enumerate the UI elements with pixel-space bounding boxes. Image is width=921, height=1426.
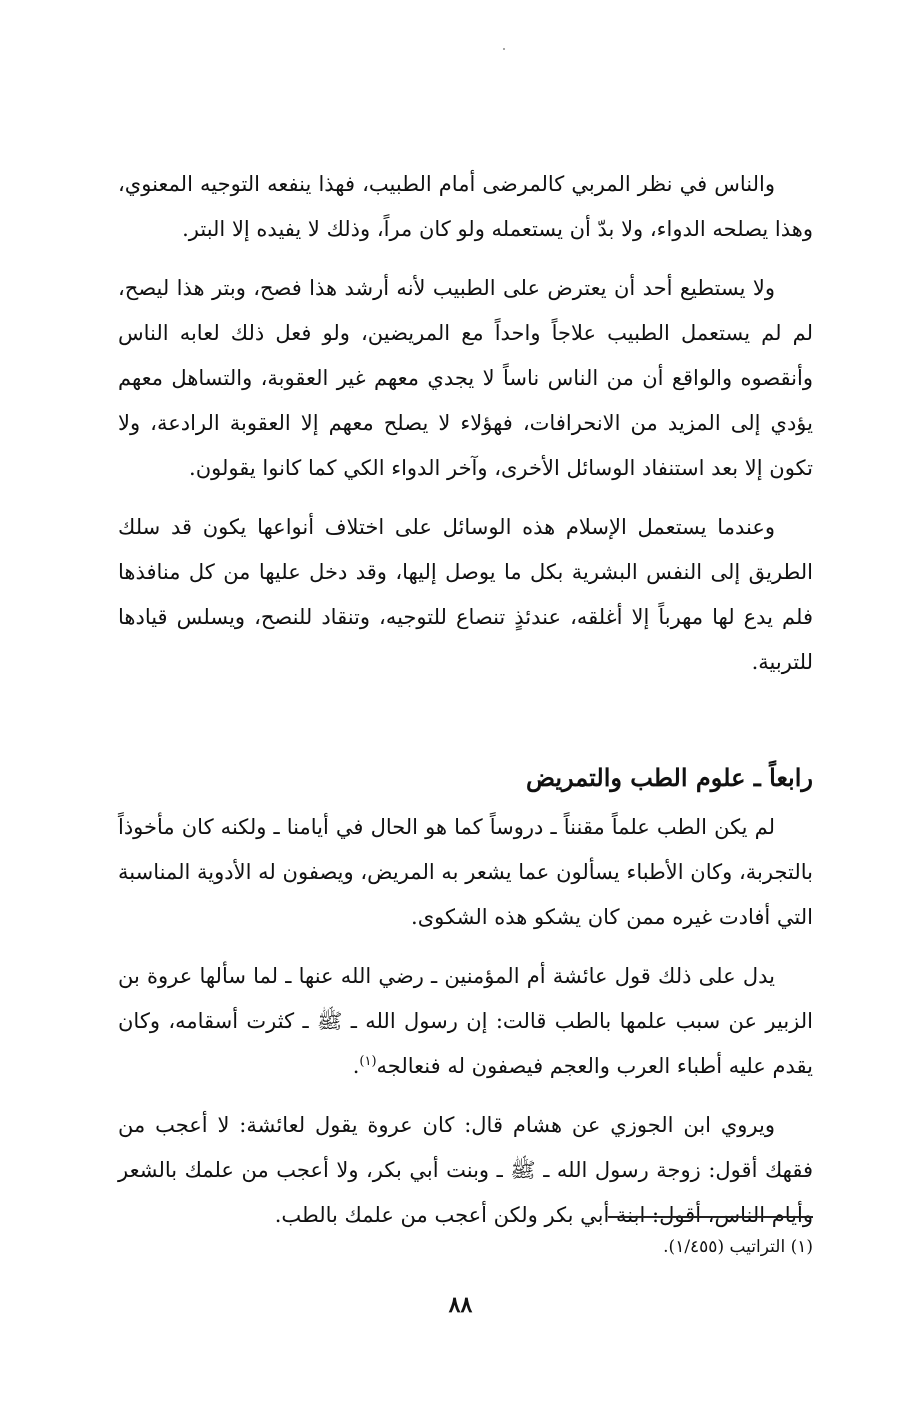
paragraph-5 xyxy=(118,954,813,1089)
paragraph-5-end: . xyxy=(352,1054,360,1078)
body-text-bottom xyxy=(118,805,813,1252)
body-text-top xyxy=(118,162,813,699)
paragraph-1: والناس في نظر المربي كالمرضى أمام الطبيب، فهذا ينفعه التوجيه المعنوي، وهذا يصلحه الدواء، ولا بدّ أن يستعمله ولو كان مراً، وذلك لا يفيده إلا البتر. xyxy=(118,172,813,241)
section-heading: رابعاً ـ علوم الطب والتمريض xyxy=(525,763,813,792)
page-mark xyxy=(503,48,505,50)
footnote-reference[interactable]: (١) xyxy=(359,1054,377,1069)
paragraph-2: ولا يستطيع أحد أن يعترض على الطبيب لأنه أرشد هذا فصح، وبتر هذا ليصح، لم لم يستعمل الطبيب علاجاً واحداً مع المريضين، ولو فعل ذلك لعابه الناس وأنقصوه والواقع أن من الناس ناساً لا يجدي معهم غير العقوبة، والتساهل معهم يؤدي إلى المزيد من الانحرافات، فهؤلاء لا يصلح معهم إلا العقوبة الرادعة، ولا تكون إلا بعد استنفاد الوسائل الأخرى، وآخر الدواء الكي كما كانوا يقولون. xyxy=(118,276,813,480)
footnote-divider xyxy=(608,1216,813,1218)
paragraph-3: وعندما يستعمل الإسلام هذه الوسائل على اختلاف أنواعها يكون قد سلك الطريق إلى النفس البشرية بكل ما يوصل إليها، وقد دخل عليها من كل منافذها فلم يدع لها مهرباً إلا أغلقه، عندئذٍ تنصاع للتوجيه، وتنقاد للنصح، ويسلس قيادها للتربية. xyxy=(118,515,813,674)
paragraph-5-text: يدل على ذلك قول عائشة أم المؤمنين ـ رضي الله عنها ـ لما سألها عروة بن الزبير عن سبب علمها بالطب قالت: إن رسول الله ـ ﷺ ـ كثرت أسقامه، وكان يقدم عليه أطباء العرب والعجم فيصفون له فنعالجه xyxy=(118,964,813,1078)
paragraph-6: ويروي ابن الجوزي عن هشام قال: كان عروة يقول لعائشة: لا أعجب من فقهك أقول: زوجة رسول الله ـ ﷺ ـ وبنت أبي بكر، ولا أعجب من علمك بالشعر وأيام الناس، أقول: ابنة أبي بكر ولكن أعجب من علمك بالطب. xyxy=(118,1113,813,1227)
paragraph-4: لم يكن الطب علماً مقنناً ـ دروساً كما هو الحال في أيامنا ـ ولكنه كان مأخوذاً بالتجربة، وكان الأطباء يسألون عما يشعر به المريض، ويصفون له الأدوية المناسبة التي أفادت غيره ممن كان يشكو هذه الشكوى. xyxy=(118,815,813,929)
page-number: ٨٨ xyxy=(448,1292,473,1318)
footnote: (١) التراتيب (١/٤٥٥). xyxy=(663,1237,813,1257)
